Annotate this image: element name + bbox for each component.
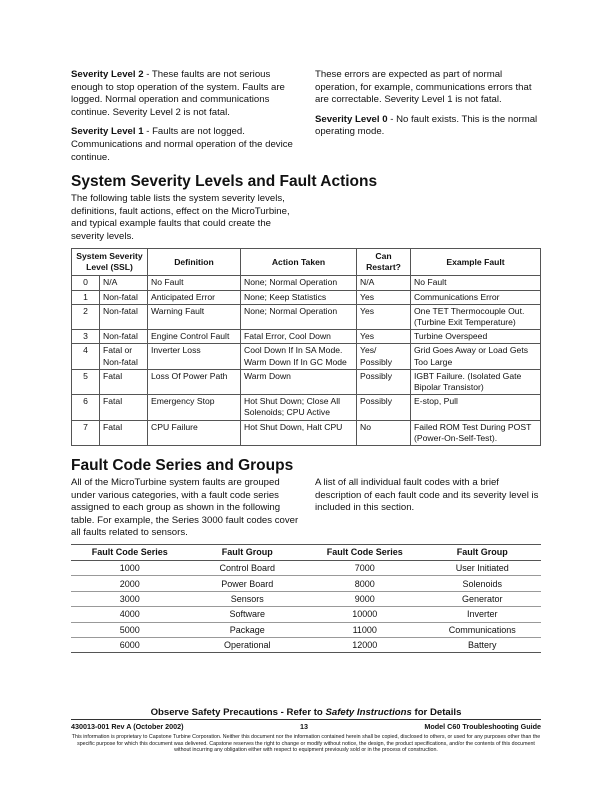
column-header: Definition [148, 249, 241, 276]
table-cell: One TET Thermocouple Out. (Turbine Exit Temperature) [411, 304, 541, 329]
table-cell: Warning Fault [148, 304, 241, 329]
section-severity-intro: The following table lists the system severity levels, definitions, fault actions, effect on the MicroTurbine, and typical example faults that could create the severity levels. [71, 193, 290, 242]
table-cell: Communications Error [411, 290, 541, 304]
table-cell: Fatal or Non-fatal [100, 344, 148, 369]
column-header: Can Restart? [357, 249, 411, 276]
table-cell: 8000 [306, 576, 424, 591]
table-cell: 7 [72, 420, 100, 445]
table-cell: N/A [100, 276, 148, 290]
table-cell: Hot Shut Down; Close All Solenoids; CPU Active [241, 395, 357, 420]
table-cell: 6 [72, 395, 100, 420]
table-cell: No Fault [148, 276, 241, 290]
table-cell: Engine Control Fault [148, 330, 241, 344]
table-cell: 2000 [71, 576, 189, 591]
table-cell: Emergency Stop [148, 395, 241, 420]
table-cell: N/A [357, 276, 411, 290]
table-cell: Yes/ Possibly [357, 344, 411, 369]
table-row [72, 395, 541, 420]
table-cell: Generator [424, 591, 542, 606]
table-cell: 6000 [71, 637, 189, 652]
column-header: Example Fault [411, 249, 541, 276]
table-cell: IGBT Failure. (Isolated Gate Bipolar Transistor) [411, 369, 541, 394]
table-cell: Sensors [189, 591, 307, 606]
table-cell: CPU Failure [148, 420, 241, 445]
table-row [71, 637, 541, 652]
table-cell: Non-fatal [100, 330, 148, 344]
severity-level-1-paragraph: Severity Level 1 - Faults are not logged. Communications and normal operation of the device continue. [71, 126, 293, 163]
severity-levels-table [71, 248, 541, 446]
table-row [72, 344, 541, 369]
section-fault-code-left: All of the MicroTurbine system faults are grouped under various categories, with a fault code series assigned to each group as shown in the following table. For example, the Series 3000 fault codes cover all faults related to sensors. [71, 477, 299, 539]
column-header: Action Taken [241, 249, 357, 276]
table-cell: Grid Goes Away or Load Gets Too Large [411, 344, 541, 369]
table-cell: Turbine Overspeed [411, 330, 541, 344]
table-cell: Failed ROM Test During POST (Power-On-Self-Test). [411, 420, 541, 445]
guide-title: Model C60 Troubleshooting Guide [424, 722, 541, 731]
table-cell: E-stop, Pull [411, 395, 541, 420]
footer-divider [71, 719, 541, 720]
fault-code-series-table [71, 544, 541, 653]
document-id: 430013-001 Rev A (October 2002) [71, 722, 184, 731]
table-cell: None; Normal Operation [241, 304, 357, 329]
table-row [71, 607, 541, 622]
table-cell: 10000 [306, 607, 424, 622]
safety-precautions-note: Observe Safety Precautions - Refer to Safety Instructions for Details [150, 707, 462, 718]
intro-right-column [315, 69, 543, 146]
table-cell: None; Keep Statistics [241, 290, 357, 304]
table-cell: Fatal [100, 420, 148, 445]
table-row [72, 330, 541, 344]
severity-level-2-paragraph: Severity Level 2 - These faults are not serious enough to stop operation of the system. Faults are logged. Normal operation and communications continue. Severity Level 2 is not fatal. [71, 69, 285, 118]
table-cell: None; Normal Operation [241, 276, 357, 290]
table-row [72, 420, 541, 445]
table-cell: Fatal Error, Cool Down [241, 330, 357, 344]
table-cell: 4000 [71, 607, 189, 622]
table-cell: Yes [357, 330, 411, 344]
table-cell: Power Board [189, 576, 307, 591]
table-cell: Yes [357, 290, 411, 304]
table-cell: 9000 [306, 591, 424, 606]
section-title-severity-levels: System Severity Levels and Fault Actions [71, 173, 378, 190]
column-header: Fault Code Series [71, 545, 189, 561]
table-header-row [72, 249, 541, 276]
table-row [72, 276, 541, 290]
table-cell: Communications [424, 622, 542, 637]
table-cell: 0 [72, 276, 100, 290]
column-header: Fault Code Series [306, 545, 424, 561]
column-header: System Severity Level (SSL) [72, 249, 148, 276]
table-cell: 12000 [306, 637, 424, 652]
table-cell: Loss Of Power Path [148, 369, 241, 394]
table-cell: Operational [189, 637, 307, 652]
table-row [71, 576, 541, 591]
table-cell: 5000 [71, 622, 189, 637]
table-cell: Hot Shut Down, Halt CPU [241, 420, 357, 445]
table-cell: Inverter [424, 607, 542, 622]
table-cell: Warm Down [241, 369, 357, 394]
table-cell: 4 [72, 344, 100, 369]
table-cell: No [357, 420, 411, 445]
table-cell: Cool Down If In SA Mode. Warm Down If In GC Mode [241, 344, 357, 369]
table-cell: Control Board [189, 561, 307, 576]
table-cell: 11000 [306, 622, 424, 637]
table-row [71, 591, 541, 606]
table-cell: Solenoids [424, 576, 542, 591]
intro-left-column [71, 69, 303, 171]
table-cell: 1000 [71, 561, 189, 576]
table-cell: Yes [357, 304, 411, 329]
table-cell: Inverter Loss [148, 344, 241, 369]
table-cell: 1 [72, 290, 100, 304]
legal-notice: This information is proprietary to Capstone Turbine Corporation. Neither this document nor the information contained herein shall be copied, disclosed to others, or used for any purposes other than the specific purpose for which this document was delivered. Capstone reserves the right to change or modify without notice, the design, the product specifications, and/or the contents of this document without incurring any obligation either with respect to equipment previously sold or in the process of construction. [71, 734, 541, 754]
severity-level-1-continued: These errors are expected as part of normal operation, for example, communications errors that are correctable. Severity Level 1 is not fatal. [315, 69, 532, 106]
table-cell: No Fault [411, 276, 541, 290]
table-cell: 2 [72, 304, 100, 329]
table-row [72, 369, 541, 394]
severity-level-0-paragraph: Severity Level 0 - No fault exists. This is the normal operating mode. [315, 113, 538, 138]
column-header: Fault Group [189, 545, 307, 561]
section-title-fault-code-series: Fault Code Series and Groups [71, 457, 294, 474]
table-cell: Battery [424, 637, 542, 652]
column-header: Fault Group [424, 545, 542, 561]
table-row [71, 561, 541, 576]
table-header-row [71, 545, 541, 561]
table-cell: Software [189, 607, 307, 622]
table-cell: Package [189, 622, 307, 637]
table-cell: User Initiated [424, 561, 542, 576]
table-cell: 5 [72, 369, 100, 394]
table-row [72, 304, 541, 329]
table-cell: 3 [72, 330, 100, 344]
section-fault-code-right: A list of all individual fault codes with a brief description of each fault code and its severity level is included in this section. [315, 477, 539, 514]
table-row [72, 290, 541, 304]
table-row [71, 622, 541, 637]
table-cell: Possibly [357, 369, 411, 394]
table-cell: Fatal [100, 369, 148, 394]
table-cell: Possibly [357, 395, 411, 420]
table-cell: Non-fatal [100, 290, 148, 304]
table-cell: Non-fatal [100, 304, 148, 329]
table-cell: Fatal [100, 395, 148, 420]
table-cell: Anticipated Error [148, 290, 241, 304]
table-cell: 7000 [306, 561, 424, 576]
table-cell: 3000 [71, 591, 189, 606]
page-number: 13 [300, 722, 308, 731]
